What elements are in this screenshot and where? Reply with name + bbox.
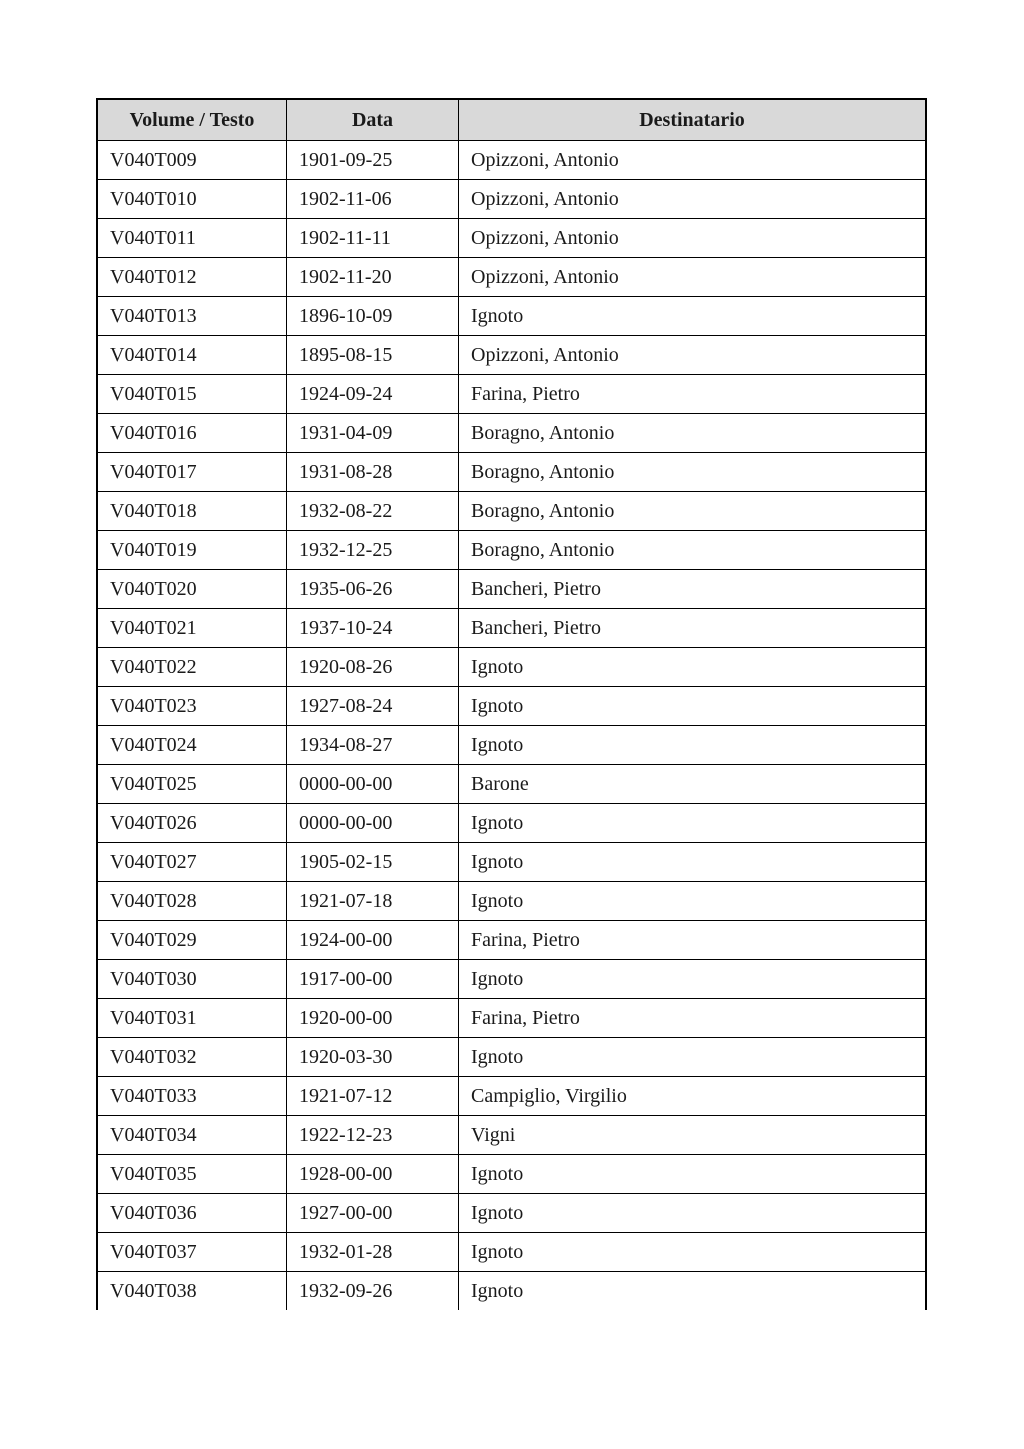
cell-destinatario: Ignoto bbox=[458, 882, 925, 920]
cell-data: 1932-09-26 bbox=[286, 1272, 458, 1310]
cell-destinatario: Opizzoni, Antonio bbox=[458, 258, 925, 296]
table-row bbox=[98, 1232, 925, 1271]
cell-volume: V040T033 bbox=[110, 1084, 197, 1107]
cell-data: 1920-03-30 bbox=[286, 1038, 458, 1076]
cell-destinatario: Farina, Pietro bbox=[458, 999, 925, 1037]
cell-data: 0000-00-00 bbox=[286, 765, 458, 803]
cell-data: 1922-12-23 bbox=[286, 1116, 458, 1154]
cell-data: 1932-08-22 bbox=[286, 492, 458, 530]
table-row bbox=[98, 1193, 925, 1232]
cell-destinatario: Ignoto bbox=[458, 648, 925, 686]
cell-data: 1902-11-20 bbox=[286, 258, 458, 296]
cell-volume: V040T034 bbox=[110, 1123, 197, 1146]
cell-destinatario: Campiglio, Virgilio bbox=[458, 1077, 925, 1115]
table-row bbox=[98, 218, 925, 257]
cell-destinatario: Ignoto bbox=[458, 804, 925, 842]
column-header-volume-testo: Volume / Testo bbox=[129, 108, 255, 131]
cell-destinatario: Opizzoni, Antonio bbox=[458, 141, 925, 179]
cell-destinatario: Bancheri, Pietro bbox=[458, 570, 925, 608]
cell-destinatario: Ignoto bbox=[458, 1155, 925, 1193]
table-header-row bbox=[98, 100, 925, 140]
column-header-destinatario: Destinatario bbox=[458, 100, 925, 140]
table-row bbox=[98, 569, 925, 608]
cell-data: 1920-08-26 bbox=[286, 648, 458, 686]
cell-destinatario: Ignoto bbox=[458, 1272, 925, 1310]
cell-data: 1895-08-15 bbox=[286, 336, 458, 374]
table-row bbox=[98, 725, 925, 764]
cell-volume: V040T032 bbox=[110, 1045, 197, 1068]
cell-data: 1934-08-27 bbox=[286, 726, 458, 764]
cell-data: 1932-12-25 bbox=[286, 531, 458, 569]
cell-destinatario: Ignoto bbox=[458, 1194, 925, 1232]
table-row bbox=[98, 1076, 925, 1115]
cell-volume: V040T028 bbox=[110, 889, 197, 912]
cell-destinatario: Opizzoni, Antonio bbox=[458, 219, 925, 257]
table-row bbox=[98, 959, 925, 998]
cell-data: 1931-08-28 bbox=[286, 453, 458, 491]
cell-data: 1901-09-25 bbox=[286, 141, 458, 179]
cell-volume: V040T037 bbox=[110, 1240, 197, 1263]
cell-data: 1921-07-12 bbox=[286, 1077, 458, 1115]
cell-volume: V040T022 bbox=[110, 655, 197, 678]
table-row bbox=[98, 257, 925, 296]
cell-data: 1902-11-11 bbox=[286, 219, 458, 257]
cell-volume: V040T035 bbox=[110, 1162, 197, 1185]
cell-volume: V040T011 bbox=[110, 226, 196, 249]
cell-volume: V040T021 bbox=[110, 616, 197, 639]
table-row bbox=[98, 803, 925, 842]
cell-volume: V040T014 bbox=[110, 343, 197, 366]
cell-volume: V040T024 bbox=[110, 733, 197, 756]
table-row bbox=[98, 374, 925, 413]
cell-destinatario: Ignoto bbox=[458, 726, 925, 764]
table-row bbox=[98, 296, 925, 335]
table-row bbox=[98, 686, 925, 725]
cell-data: 1928-00-00 bbox=[286, 1155, 458, 1193]
cell-destinatario: Boragno, Antonio bbox=[458, 492, 925, 530]
cell-volume: V040T019 bbox=[110, 538, 197, 561]
cell-data: 1902-11-06 bbox=[286, 180, 458, 218]
cell-volume: V040T012 bbox=[110, 265, 197, 288]
cell-volume: V040T016 bbox=[110, 421, 197, 444]
cell-destinatario: Boragno, Antonio bbox=[458, 453, 925, 491]
cell-destinatario: Ignoto bbox=[458, 687, 925, 725]
table-row bbox=[98, 920, 925, 959]
cell-destinatario: Farina, Pietro bbox=[458, 375, 925, 413]
cell-destinatario: Bancheri, Pietro bbox=[458, 609, 925, 647]
cell-volume: V040T017 bbox=[110, 460, 197, 483]
table-row bbox=[98, 1271, 925, 1310]
cell-volume: V040T023 bbox=[110, 694, 197, 717]
table-row bbox=[98, 140, 925, 179]
cell-data: 1917-00-00 bbox=[286, 960, 458, 998]
cell-volume: V040T027 bbox=[110, 850, 197, 873]
cell-destinatario: Barone bbox=[458, 765, 925, 803]
table-row bbox=[98, 998, 925, 1037]
cell-volume: V040T010 bbox=[110, 187, 197, 210]
table-row bbox=[98, 881, 925, 920]
cell-volume: V040T009 bbox=[110, 148, 197, 171]
cell-volume: V040T026 bbox=[110, 811, 197, 834]
cell-data: 1927-00-00 bbox=[286, 1194, 458, 1232]
cell-data: 1931-04-09 bbox=[286, 414, 458, 452]
cell-data: 1927-08-24 bbox=[286, 687, 458, 725]
cell-data: 1932-01-28 bbox=[286, 1233, 458, 1271]
cell-destinatario: Opizzoni, Antonio bbox=[458, 180, 925, 218]
cell-data: 1905-02-15 bbox=[286, 843, 458, 881]
table-body bbox=[98, 140, 925, 1310]
cell-destinatario: Ignoto bbox=[458, 960, 925, 998]
cell-destinatario: Ignoto bbox=[458, 1233, 925, 1271]
registry-table bbox=[96, 98, 927, 1310]
table-row bbox=[98, 413, 925, 452]
table-row bbox=[98, 452, 925, 491]
cell-destinatario: Boragno, Antonio bbox=[458, 531, 925, 569]
cell-volume: V040T036 bbox=[110, 1201, 197, 1224]
cell-volume: V040T031 bbox=[110, 1006, 197, 1029]
cell-destinatario: Farina, Pietro bbox=[458, 921, 925, 959]
cell-volume: V040T015 bbox=[110, 382, 197, 405]
table-row bbox=[98, 179, 925, 218]
table-row bbox=[98, 1115, 925, 1154]
cell-destinatario: Opizzoni, Antonio bbox=[458, 336, 925, 374]
table-row bbox=[98, 647, 925, 686]
table-row bbox=[98, 1154, 925, 1193]
column-header-data: Data bbox=[286, 100, 458, 140]
cell-volume: V040T013 bbox=[110, 304, 197, 327]
cell-data: 1924-09-24 bbox=[286, 375, 458, 413]
table-row bbox=[98, 842, 925, 881]
cell-destinatario: Ignoto bbox=[458, 1038, 925, 1076]
cell-volume: V040T029 bbox=[110, 928, 197, 951]
cell-volume: V040T038 bbox=[110, 1279, 197, 1302]
cell-volume: V040T030 bbox=[110, 967, 197, 990]
cell-data: 1921-07-18 bbox=[286, 882, 458, 920]
cell-data: 0000-00-00 bbox=[286, 804, 458, 842]
table-row bbox=[98, 764, 925, 803]
table-row bbox=[98, 608, 925, 647]
cell-data: 1935-06-26 bbox=[286, 570, 458, 608]
cell-data: 1920-00-00 bbox=[286, 999, 458, 1037]
cell-volume: V040T025 bbox=[110, 772, 197, 795]
table-row bbox=[98, 335, 925, 374]
cell-destinatario: Ignoto bbox=[458, 843, 925, 881]
cell-data: 1896-10-09 bbox=[286, 297, 458, 335]
cell-destinatario: Vigni bbox=[458, 1116, 925, 1154]
cell-volume: V040T020 bbox=[110, 577, 197, 600]
cell-destinatario: Ignoto bbox=[458, 297, 925, 335]
cell-data: 1924-00-00 bbox=[286, 921, 458, 959]
table-row bbox=[98, 491, 925, 530]
table-row bbox=[98, 530, 925, 569]
table-row bbox=[98, 1037, 925, 1076]
cell-destinatario: Boragno, Antonio bbox=[458, 414, 925, 452]
cell-volume: V040T018 bbox=[110, 499, 197, 522]
cell-data: 1937-10-24 bbox=[286, 609, 458, 647]
